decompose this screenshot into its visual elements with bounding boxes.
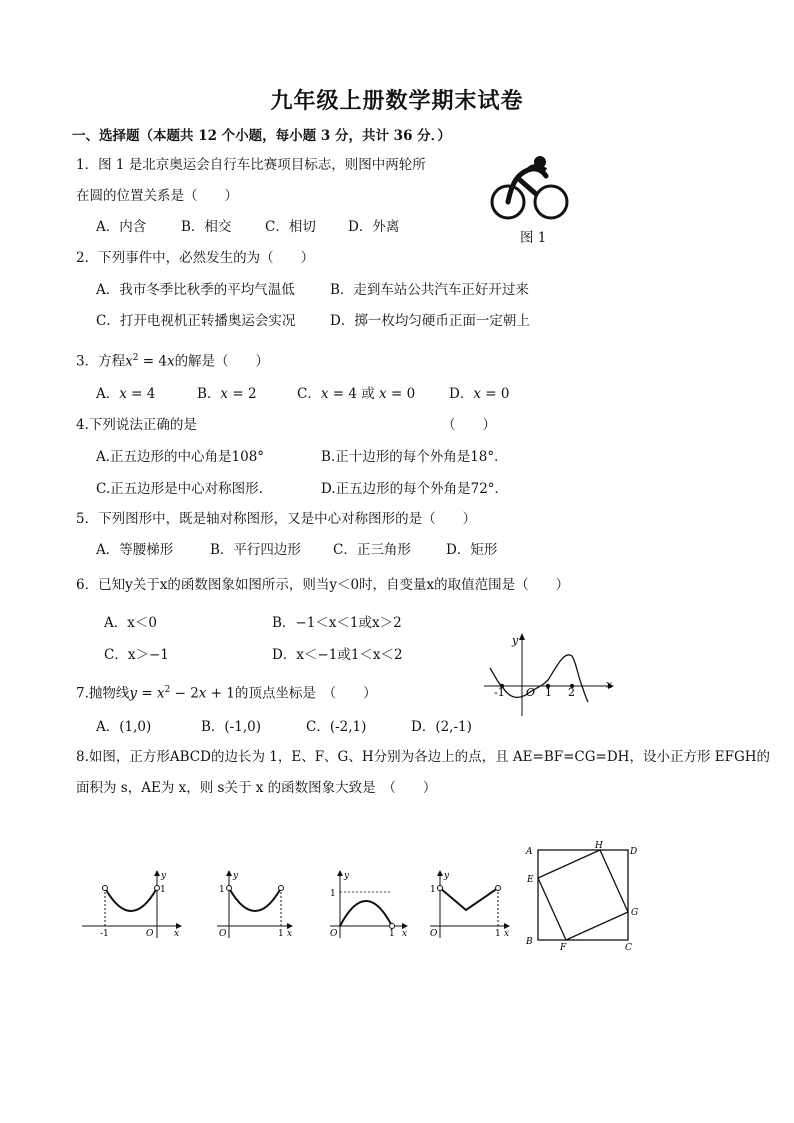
- q8a-neg1-label: -1: [100, 929, 109, 939]
- q1-option-b: B．相交: [181, 219, 232, 235]
- q7-option-c: C．(-2,1): [306, 719, 367, 735]
- q8c-y-label: y: [344, 871, 350, 881]
- q1-stem-line1: 1．图 1 是北京奥运会自行车比赛项目标志，则图中两轮所: [76, 157, 426, 173]
- q6-option-a: A．x＜0: [104, 615, 157, 631]
- q8d-y-label: y: [444, 871, 450, 881]
- square-label-f: F: [560, 943, 567, 953]
- q8d-x-label: x: [504, 929, 510, 939]
- q8a-origin-label: O: [146, 929, 154, 939]
- q6-graph-origin-label: O: [526, 686, 536, 699]
- q2-option-c: C．打开电视机正转播奥运会实况: [96, 313, 296, 329]
- q8d-one-x-label: 1: [495, 929, 501, 939]
- square-label-d: D: [630, 847, 638, 857]
- q3-option-a: A．x = 4: [96, 386, 156, 402]
- q8d-origin-label: O: [430, 929, 438, 939]
- q1-figure-caption: 图 1: [520, 230, 547, 246]
- q7-option-b: B．(-1,0): [201, 719, 261, 735]
- square-label-e: E: [527, 875, 534, 885]
- q4-option-a: A.正五边形的中心角是108°: [96, 449, 265, 465]
- q1-option-d: D．外离: [348, 219, 400, 235]
- q7-stem-suffix: 的顶点坐标是 （ ）: [234, 685, 377, 702]
- q1-option-c: C．相切: [265, 219, 316, 235]
- q8c-x-label: x: [402, 929, 408, 939]
- q8c-one-y-label: 1: [330, 889, 336, 899]
- q8c-origin-label: O: [330, 929, 338, 939]
- q7-option-d: D．(2,-1): [411, 719, 472, 735]
- q6-function-graph: [480, 630, 620, 720]
- square-label-g: G: [631, 908, 639, 918]
- q7-stem: 7.抛物线$y = x^2 - 2x + 1$的顶点坐标是 （ ）: [76, 685, 377, 702]
- square-label-h: H: [595, 841, 603, 851]
- q8b-x-label: x: [287, 929, 293, 939]
- q3-stem-prefix: 3．方程: [76, 353, 126, 370]
- q8a-x-label: x: [174, 929, 180, 939]
- q3-option-b: B．x = 2: [197, 386, 257, 402]
- q8-option-graph-d: [420, 868, 512, 942]
- q2-option-a: A．我市冬季比秋季的平均气温低: [96, 282, 295, 298]
- q4-option-b: B.正十边形的每个外角是18°．: [321, 449, 508, 465]
- q1-stem-line2: 在圆的位置关系是（ ）: [76, 188, 238, 204]
- square-label-c: C: [625, 943, 632, 953]
- q2-option-b: B．走到车站公共汽车正好开过来: [330, 282, 529, 298]
- q4-option-c: C.正五边形是中心对称图形.: [96, 481, 263, 497]
- q8-stem-line1: 8.如图，正方形ABCD的边长为 1，E、F、G、H分别为各边上的点，且 AE=BF=CG=DH，设小正方形 EFGH的: [76, 749, 771, 765]
- q8b-origin-label: O: [219, 929, 227, 939]
- q3-stem-suffix: 的解是（ ）: [174, 353, 270, 370]
- q5-option-d: D．矩形: [446, 542, 498, 558]
- q4-stem: 4.下列说法正确的是: [76, 417, 197, 433]
- q3-option-c: C．x = 4 或 x = 0: [297, 386, 416, 402]
- q8-option-graph-a: [80, 868, 184, 942]
- q8-option-graph-c: [318, 868, 410, 942]
- bicycle-logo-figure: [484, 152, 576, 224]
- q6-graph-x-label: x: [606, 678, 613, 691]
- square-label-b: B: [526, 937, 533, 947]
- q8c-one-x-label: 1: [389, 929, 395, 939]
- q8-stem-line2: 面积为 s，AE为 x，则 s关于 x 的函数图象大致是 （ ）: [76, 780, 437, 796]
- q6-graph-neg1-label: -1: [494, 686, 505, 699]
- q7-option-a: A．(1,0): [96, 719, 152, 735]
- q6-option-c: C．x＞−1: [104, 647, 169, 663]
- section-heading: 一、选择题（本题共 12 个小题，每小题 3 分，共计 36 分．）: [72, 128, 451, 144]
- q8b-y-label: y: [233, 871, 239, 881]
- q3-stem: 3．方程$x^2 = 4x$的解是（ ）: [76, 353, 270, 370]
- page-title: 九年级上册数学期末试卷: [270, 88, 524, 114]
- q6-stem: 6．已知y关于x的函数图象如图所示，则当y＜0时，自变量x的取值范围是（ ）: [76, 577, 570, 593]
- q6-graph-y-label: y: [512, 634, 519, 647]
- q5-option-b: B．平行四边形: [210, 542, 301, 558]
- q6-graph-two-label: 2: [568, 686, 575, 699]
- q5-stem: 5．下列图形中，既是轴对称图形，又是中心对称图形的是（ ）: [76, 511, 477, 527]
- q6-option-b: B．−1＜x＜1或x＞2: [272, 615, 402, 631]
- q8a-one-label: 1: [160, 885, 166, 895]
- q4-option-d: D.正五边形的每个外角是72°．: [321, 481, 509, 497]
- q5-option-c: C．正三角形: [333, 542, 411, 558]
- q8a-y-label: y: [161, 871, 167, 881]
- q7-stem-prefix: 7.抛物线: [76, 685, 130, 702]
- q3-option-d: D．x = 0: [449, 386, 510, 402]
- q6-option-d: D．x＜−1或1＜x＜2: [272, 647, 403, 663]
- square-label-a: A: [526, 847, 533, 857]
- q8b-one-x-label: 1: [278, 929, 284, 939]
- q8-option-graph-b: [203, 868, 295, 942]
- q4-answer-paren: （ ）: [442, 417, 496, 433]
- q2-stem: 2．下列事件中，必然发生的为（ ）: [76, 250, 315, 266]
- q1-option-a: A．内含: [96, 219, 147, 235]
- q8b-one-y-label: 1: [219, 885, 225, 895]
- q6-graph-one-label: 1: [545, 686, 552, 699]
- q5-option-a: A．等腰梯形: [96, 542, 174, 558]
- q8d-one-y-label: 1: [430, 885, 436, 895]
- q2-option-d: D．掷一枚均匀硬币正面一定朝上: [330, 313, 530, 329]
- q8-square-figure: [520, 840, 640, 955]
